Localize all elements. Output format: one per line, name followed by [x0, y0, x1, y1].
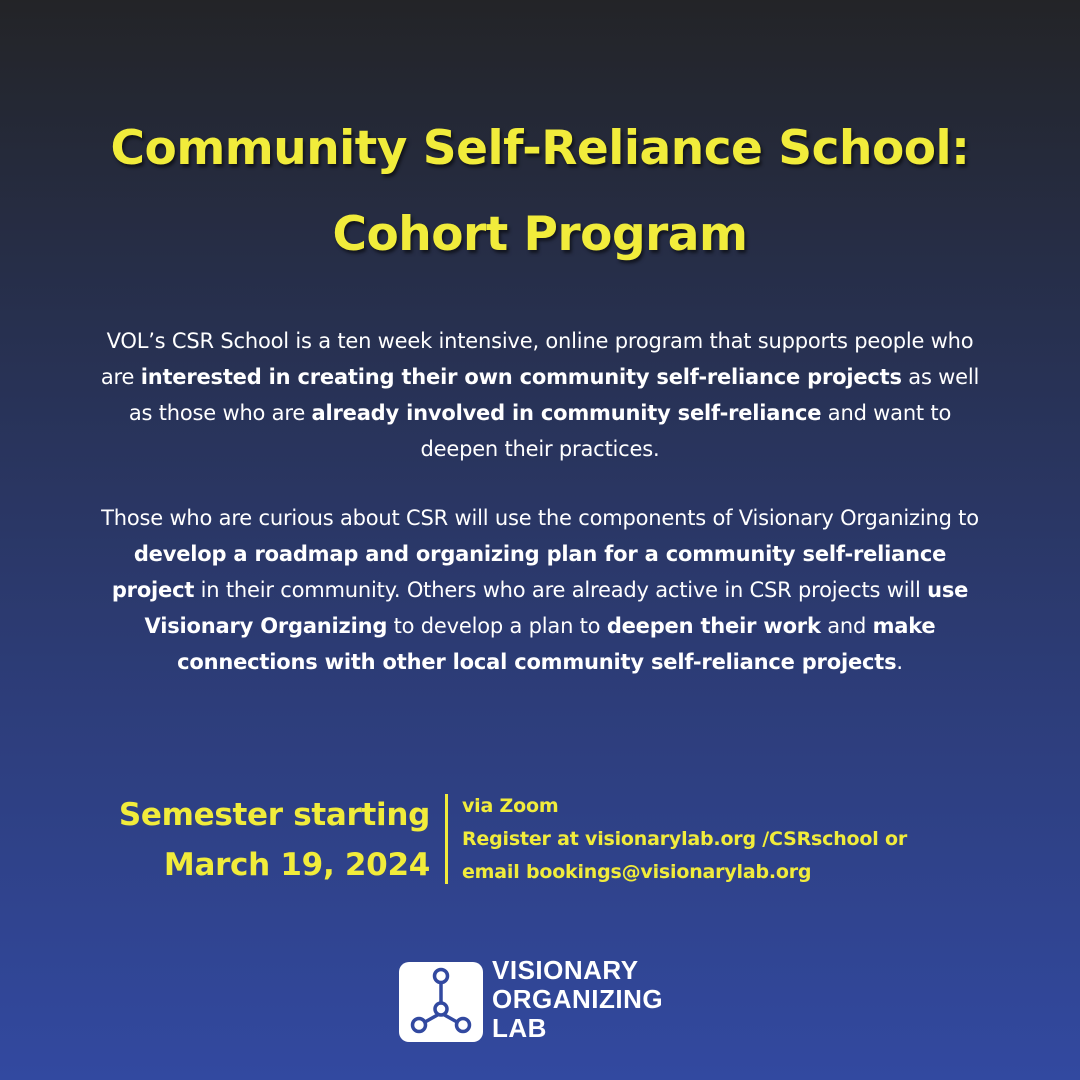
vertical-divider — [445, 794, 448, 884]
semester-start — [119, 790, 430, 890]
title-line-1: Community Self-Reliance School: — [110, 121, 970, 176]
logo-line-2: ORGANIZING — [492, 984, 664, 1014]
page-title — [0, 106, 1080, 278]
emphasis-text: already involved in community self-reliance — [311, 401, 822, 425]
emphasis-text: develop a roadmap and organizing plan for a community self-reliance project — [111, 542, 947, 602]
emphasis-text: use Visionary Organizing — [144, 578, 969, 638]
semester-date: March 19, 2024 — [163, 847, 430, 883]
registration-details — [462, 790, 907, 889]
body-text: as well as those who are — [128, 365, 980, 425]
location-text: via Zoom — [462, 795, 559, 817]
logo-line-1: VISIONARY — [492, 955, 639, 985]
email-link[interactable]: email bookings@visionarylab.org — [462, 861, 812, 883]
emphasis-text: make connections with other local community self-reliance projects — [177, 614, 936, 674]
logo-wordmark — [492, 956, 663, 1043]
emphasis-text: interested in creating their own community self-reliance projects — [140, 365, 902, 389]
body-text: in their community. Others who are already active in CSR projects will — [194, 578, 928, 602]
program-description — [90, 323, 990, 467]
body-text: and want to deepen their practices. — [420, 401, 952, 461]
logo-line-3: LAB — [492, 1013, 547, 1043]
title-line-2: Cohort Program — [332, 207, 748, 262]
emphasis-text: deepen their work — [606, 614, 821, 638]
register-link[interactable]: Register at visionarylab.org /CSRschool or — [462, 828, 907, 850]
body-text: to develop a plan to — [387, 614, 607, 638]
body-text: and — [820, 614, 873, 638]
molecule-network-icon — [399, 962, 483, 1042]
semester-label: Semester starting — [118, 797, 430, 833]
body-text: . — [896, 650, 903, 674]
body-text: VOL’s CSR School is a ten week intensive, online program that supports people who are — [100, 329, 974, 389]
program-goals — [90, 500, 990, 680]
body-text: Those who are curious about CSR will use the components of Visionary Organizing to — [101, 506, 979, 530]
